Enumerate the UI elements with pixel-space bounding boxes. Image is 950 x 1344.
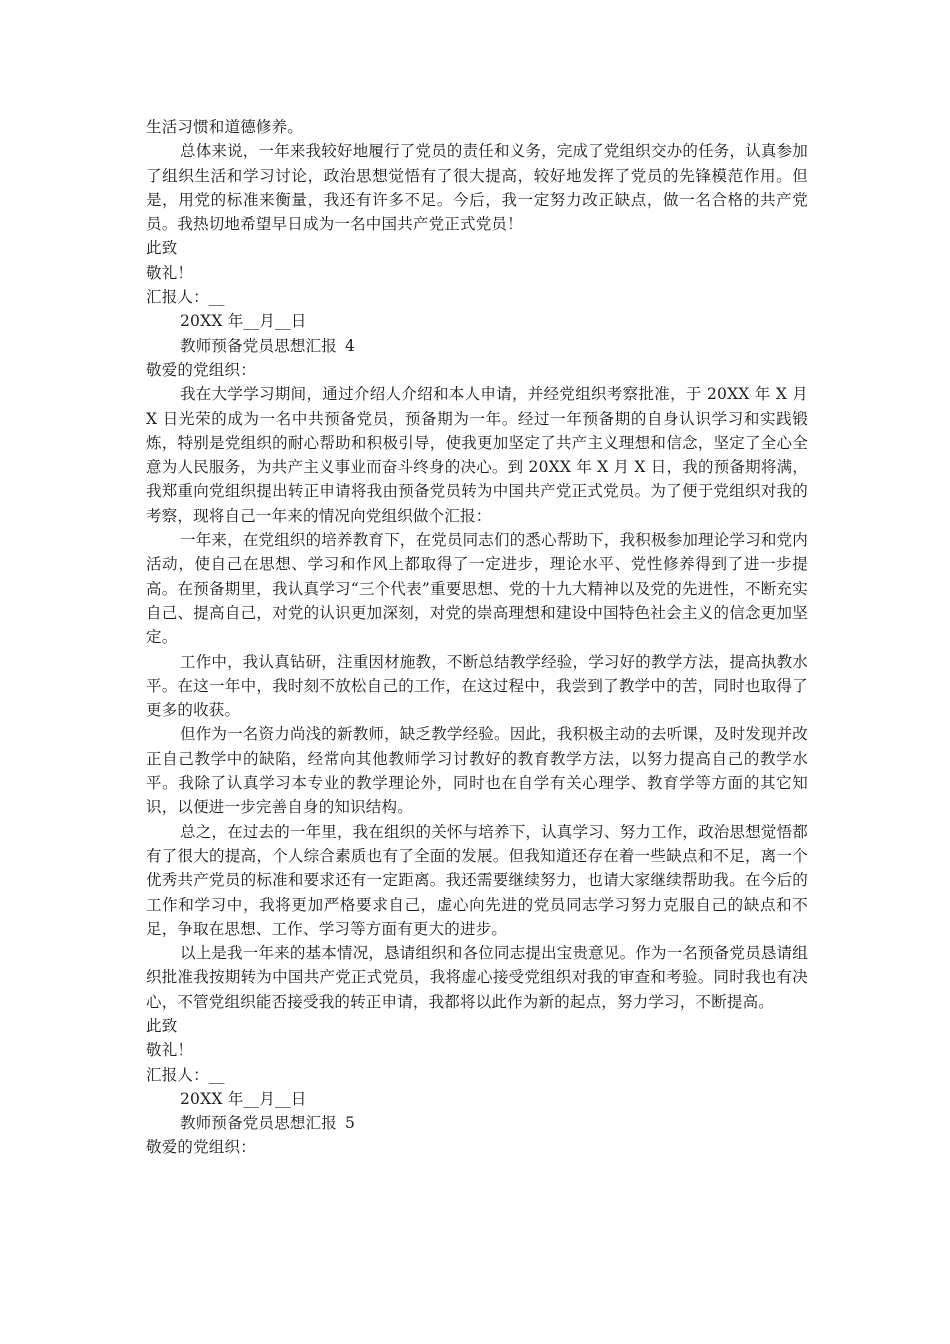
body-paragraph: 一年来，在党组织的培养教育下，在党员同志们的悉心帮助下，我积极参加理论学习和党内活动，使自己在思想、学习和作风上都取得了一定进步，理论水平、党性修养得到了进一步提高。在预备期里，我认真学习“三个代表”重要思想、党的十九大精神以及党的先进性，不断充实自己、提高自己，对党的认识更加深刻，对党的崇高理想和建设中国特色社会主义的信念更加坚定。 <box>146 531 809 647</box>
salutation: 敬爱的党组织： <box>146 1138 256 1157</box>
report-title <box>146 334 808 358</box>
report-title-text: 教师预备党员思想汇报 <box>180 336 338 355</box>
closing-date: 20XX 年__月__日 <box>180 312 307 331</box>
body-paragraph: 工作中，我认真钻研，注重因材施教，不断总结教学经验，学习好的教学方法，提高执教水平。在这一年中，我时刻不放松自己的工作，在这过程中，我尝到了教学中的苦，同时也取得了更多的收获。 <box>146 652 809 720</box>
document-page <box>146 115 808 1160</box>
report-number: 5 <box>345 1114 356 1133</box>
closing-reporter: 汇报人：__ <box>146 1065 225 1084</box>
report-number: 4 <box>345 336 356 355</box>
report-title-text: 教师预备党员思想汇报 <box>180 1114 338 1133</box>
salutation: 敬爱的党组织： <box>146 360 256 379</box>
closing-reporter: 汇报人：__ <box>146 288 225 307</box>
body-paragraph: 总之，在过去的一年里，我在组织的关怀与培养下，认真学习、努力工作，政治思想觉悟都有了很大的提高，个人综合素质也有了全面的发展。但我知道还存在着一些缺点和不足，离一个优秀共产党员的标准和要求还有一定距离。我还需要继续努力，也请大家继续帮助我。在今后的工作和学习中，我将更加严格要求自己，虚心向先进的党员同志学习努力克服自己的缺点和不足，争取在思想、工作、学习等方面有更大的进步。 <box>146 822 809 938</box>
body-paragraph: 我在大学学习期间，通过介绍人介绍和本人申请，并经党组织考察批准，于 20XX 年 X 月 X 日光荣的成为一名中共预备党员，预备期为一年。经过一年预备期的自身认识学习和实践锻炼，特别是党组织的耐心帮助和积极引导，使我更加坚定了共产主义理想和信念，坚定了全心全意为人民服务，为共产主义事业而奋斗终身的决心。到 20XX 年 X 月 X 日，我的预备期将满，我郑重向党组织提出转正申请将我由预备党员转为中国共产党正式党员。为了便于党组织对我的考察，现将自己一年来的情况向党组织做个汇报： <box>146 385 808 525</box>
closing-jingli: 敬礼！ <box>146 1041 194 1060</box>
closing-date: 20XX 年__月__日 <box>180 1089 307 1108</box>
paragraph-tail: 生活习惯和道德修养。 <box>146 118 304 136</box>
report-title <box>146 1111 808 1135</box>
body-paragraph: 但作为一名资力尚浅的新教师，缺乏教学经验。因此，我积极主动的去听课，及时发现并改正自己教学中的缺陷，经常向其他教师学习讨教好的教育教学方法，以努力提高自己的教学水平。我除了认真学习本专业的教学理论外，同时也在自学有关心理学、教育学等方面的其它知识，以便进一步完善自身的知识结构。 <box>146 725 809 817</box>
closing-cizhi: 此致 <box>146 239 178 258</box>
closing-cizhi: 此致 <box>146 1016 178 1035</box>
body-paragraph: 以上是我一年来的基本情况，恳请组织和各位同志提出宝贵意见。作为一名预备党员恳请组织批准我按期转为中国共产党正式党员，我将虚心接受党组织对我的审查和考验。同时我也有决心，不管党组织能否接受我的转正申请，我都将以此作为新的起点，努力学习，不断提高。 <box>146 944 809 1011</box>
paragraph-summary: 总体来说，一年来我较好地履行了党员的责任和义务，完成了党组织交办的任务，认真参加了组织生活和学习讨论，政治思想觉悟有了很大提高，较好地发挥了党员的先锋模范作用。但是，用党的标准来衡量，我还有许多不足。今后，我一定努力改正缺点，做一名合格的共产党员。我热切地希望早日成为一名中国共产党正式党员！ <box>146 142 809 234</box>
closing-jingli: 敬礼！ <box>146 263 194 282</box>
